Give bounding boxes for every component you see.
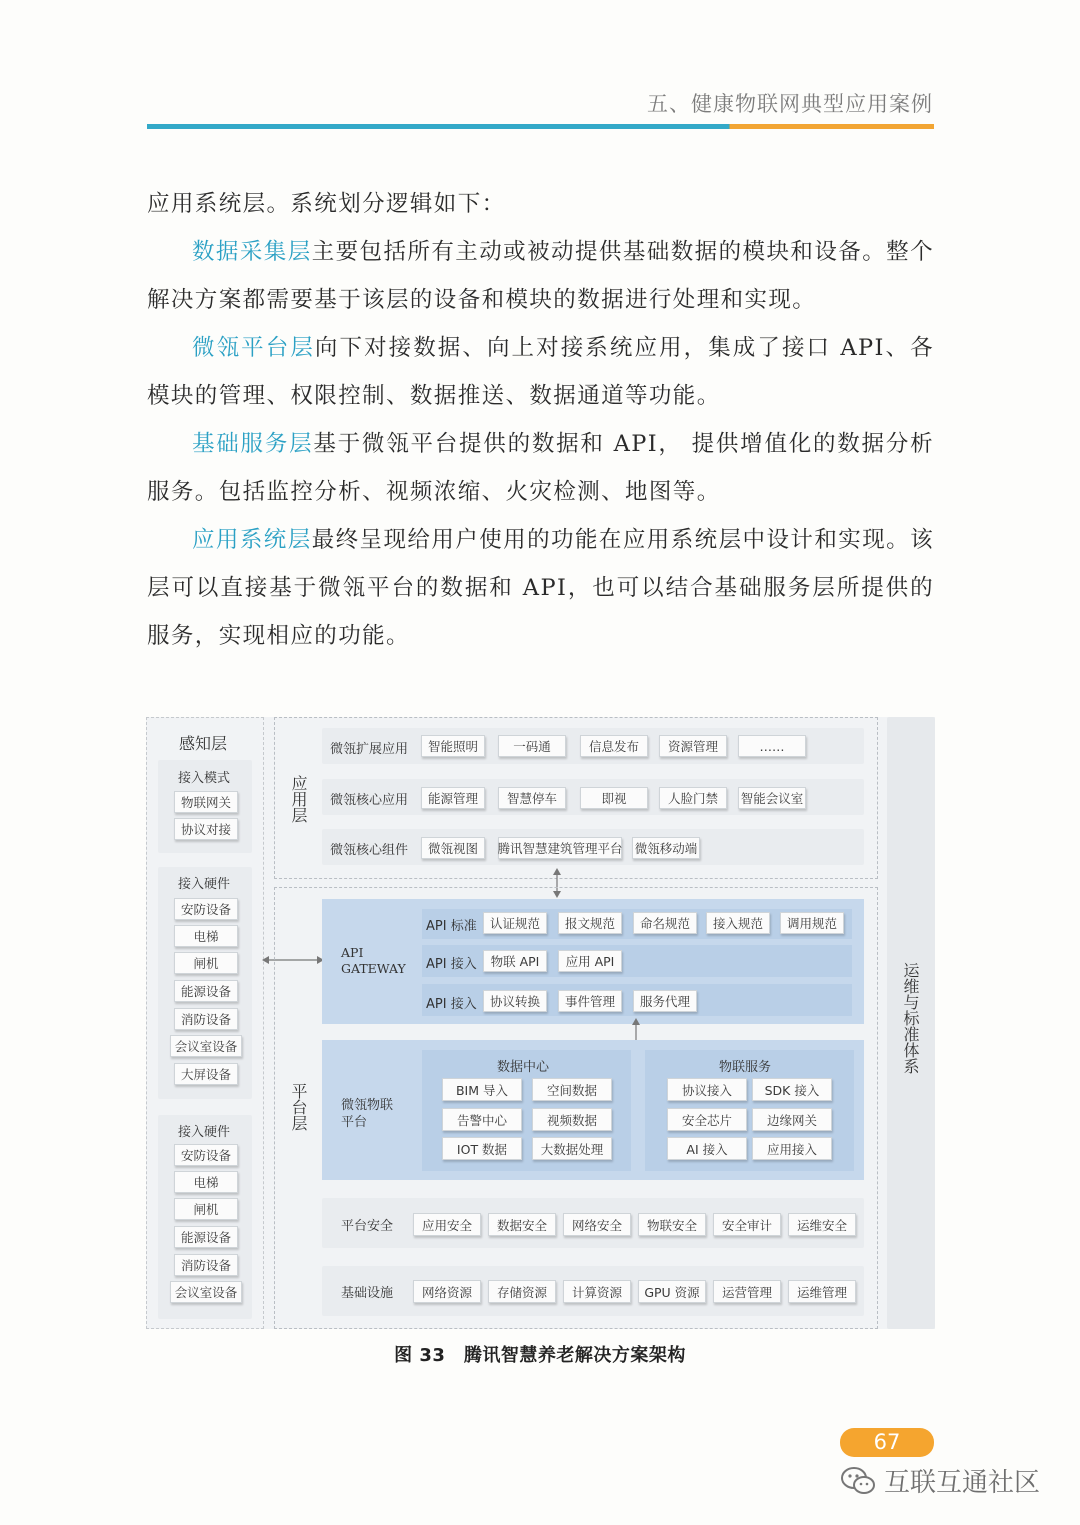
keyword: 应用系统层 bbox=[192, 527, 312, 553]
body-text bbox=[147, 180, 934, 660]
figure-caption: 图 33 腾讯智慧养老解决方案架构 bbox=[394, 1345, 686, 1366]
left-g2-chip: 能源设备 bbox=[174, 980, 238, 1002]
paragraph-text: 基于微瓴平台提供的数据和 API， 提供增值化的数据分析服务。包括监控分析、视频浓缩、火灾检测、地图等。 bbox=[147, 431, 934, 505]
infra-chip: 计算资源 bbox=[563, 1280, 631, 1303]
platform-layer-label: 平台层 bbox=[289, 1083, 308, 1131]
gw-chip: 物联 API bbox=[483, 950, 547, 972]
security-chip: 运维安全 bbox=[788, 1213, 856, 1236]
dc-chip: 空间数据 bbox=[532, 1078, 612, 1101]
gw-chip: 服务代理 bbox=[633, 990, 697, 1012]
ops-standards-label: 运维与标准体系 bbox=[901, 962, 920, 1074]
gw-row-1-name: API 标准 bbox=[426, 919, 477, 934]
gw-chip: 认证规范 bbox=[483, 912, 547, 934]
paragraph-text: 向下对接数据、向上对接系统应用，集成了接口 API、各模块的管理、权限控制、数据推送、数据通道等功能。 bbox=[147, 335, 934, 409]
infra-chip: GPU 资源 bbox=[638, 1280, 706, 1303]
app-chip: 腾讯智慧建筑管理平台 bbox=[498, 837, 622, 859]
infrastructure-name: 基础设施 bbox=[341, 1286, 394, 1301]
gw-chip: 报文规范 bbox=[558, 912, 622, 934]
watermark-text: 互联互通社区 bbox=[884, 1468, 1041, 1498]
gw-chip: 事件管理 bbox=[558, 990, 622, 1012]
svc-chip: 应用接入 bbox=[752, 1137, 832, 1160]
svc-chip: SDK 接入 bbox=[752, 1078, 832, 1101]
svc-chip: AI 接入 bbox=[667, 1137, 747, 1160]
left-g2-chip: 大屏设备 bbox=[174, 1063, 238, 1085]
left-g3-chip: 安防设备 bbox=[174, 1144, 238, 1166]
app-chip: 一码通 bbox=[498, 735, 566, 757]
app-chip: 人脸门禁 bbox=[659, 787, 727, 809]
left-g2-chip: 消防设备 bbox=[174, 1008, 238, 1030]
gw-chip: 应用 API bbox=[558, 950, 622, 972]
app-chip: 微瓴视图 bbox=[421, 837, 485, 859]
gw-chip: 协议转换 bbox=[483, 990, 547, 1012]
data-center-title: 数据中心 bbox=[497, 1060, 550, 1075]
dc-chip: 大数据处理 bbox=[532, 1137, 612, 1160]
infra-chip: 运营管理 bbox=[713, 1280, 781, 1303]
gw-row-3-name: API 接入 bbox=[426, 997, 477, 1012]
infra-chip: 存储资源 bbox=[488, 1280, 556, 1303]
dc-chip: 视频数据 bbox=[532, 1108, 612, 1131]
dc-chip: IOT 数据 bbox=[442, 1137, 522, 1160]
security-chip: 数据安全 bbox=[488, 1213, 556, 1236]
paragraph-platform-layer bbox=[147, 324, 934, 420]
app-chip: 能源管理 bbox=[421, 787, 485, 809]
left-g3-chip: 能源设备 bbox=[174, 1226, 238, 1248]
watermark bbox=[840, 1462, 1040, 1499]
iot-service-title: 物联服务 bbox=[719, 1060, 772, 1075]
page-number: 67 bbox=[840, 1428, 934, 1457]
paragraph-app-layer bbox=[147, 516, 934, 660]
security-chip: 物联安全 bbox=[638, 1213, 706, 1236]
app-chip: 资源管理 bbox=[659, 735, 727, 757]
paragraph-data-layer bbox=[147, 228, 934, 324]
keyword: 基础服务层 bbox=[192, 431, 314, 457]
paragraph-intro: 应用系统层。系统划分逻辑如下： bbox=[147, 191, 506, 217]
paragraph-text: 主要包括所有主动或被动提供基础数据的模块和设备。整个解决方案都需要基于该层的设备和模块的数据进行处理和实现。 bbox=[147, 239, 934, 313]
gw-chip: 调用规范 bbox=[780, 912, 844, 934]
dc-chip: 告警中心 bbox=[442, 1108, 522, 1131]
app-layer-label: 应用层 bbox=[289, 775, 308, 823]
left-g1-chip: 协议对接 bbox=[174, 818, 238, 840]
app-chip: 即视 bbox=[580, 787, 648, 809]
platform-security-name: 平台安全 bbox=[341, 1219, 394, 1234]
gw-row-2-name: API 接入 bbox=[426, 957, 477, 972]
left-g1-chip: 物联网关 bbox=[174, 791, 238, 813]
keyword: 数据采集层 bbox=[192, 239, 312, 265]
app-chip: 智能照明 bbox=[421, 735, 485, 757]
infra-chip: 运维管理 bbox=[788, 1280, 856, 1303]
perception-title: 感知层 bbox=[179, 734, 228, 753]
paragraph-service-layer bbox=[147, 420, 934, 516]
left-g3-chip: 电梯 bbox=[174, 1171, 238, 1193]
app-chip: 智能会议室 bbox=[738, 787, 806, 809]
api-gateway-name: API GATEWAY bbox=[341, 945, 406, 976]
app-chip: 微瓴移动端 bbox=[632, 837, 700, 859]
left-g2-chip: 安防设备 bbox=[174, 898, 238, 920]
gw-chip: 命名规范 bbox=[633, 912, 697, 934]
app-chip: 信息发布 bbox=[580, 735, 648, 757]
svc-chip: 安全芯片 bbox=[667, 1108, 747, 1131]
paragraph-text: 最终呈现给用户使用的功能在应用系统层中设计和实现。该层可以直接基于微瓴平台的数据和 API，也可以结合基础服务层所提供的服务，实现相应的功能。 bbox=[147, 527, 934, 649]
left-g3-chip: 消防设备 bbox=[174, 1254, 238, 1276]
app-row-2-name: 微瓴核心应用 bbox=[330, 793, 409, 808]
svc-chip: 协议接入 bbox=[667, 1078, 747, 1101]
infra-chip: 网络资源 bbox=[413, 1280, 481, 1303]
dc-chip: BIM 导入 bbox=[442, 1078, 522, 1101]
left-g2-chip: 会议室设备 bbox=[170, 1035, 242, 1057]
keyword: 微瓴平台层 bbox=[192, 335, 315, 361]
left-g2-0: 接入硬件 bbox=[178, 877, 231, 892]
iot-platform-name: 微瓴物联平台 bbox=[341, 1098, 394, 1130]
left-g2-chip: 闸机 bbox=[174, 952, 238, 974]
header-rule bbox=[147, 124, 934, 129]
svc-chip: 边缘网关 bbox=[752, 1108, 832, 1131]
security-chip: 应用安全 bbox=[413, 1213, 481, 1236]
running-header: 五、健康物联网典型应用案例 bbox=[647, 92, 933, 116]
app-chip: 智慧停车 bbox=[498, 787, 566, 809]
security-chip: 安全审计 bbox=[713, 1213, 781, 1236]
left-g3-0: 接入硬件 bbox=[178, 1125, 231, 1140]
security-chip: 网络安全 bbox=[563, 1213, 631, 1236]
wechat-icon bbox=[840, 1466, 876, 1496]
left-g3-chip: 会议室设备 bbox=[170, 1281, 242, 1303]
app-row-1-name: 微瓴扩展应用 bbox=[330, 742, 409, 757]
left-g2-chip: 电梯 bbox=[174, 925, 238, 947]
left-g3-chip: 闸机 bbox=[174, 1198, 238, 1220]
architecture-diagram bbox=[146, 717, 935, 1329]
left-g1-0: 接入模式 bbox=[178, 771, 231, 786]
app-row-3-name: 微瓴核心组件 bbox=[330, 843, 409, 858]
app-chip: …… bbox=[738, 735, 806, 757]
gw-chip: 接入规范 bbox=[706, 912, 770, 934]
